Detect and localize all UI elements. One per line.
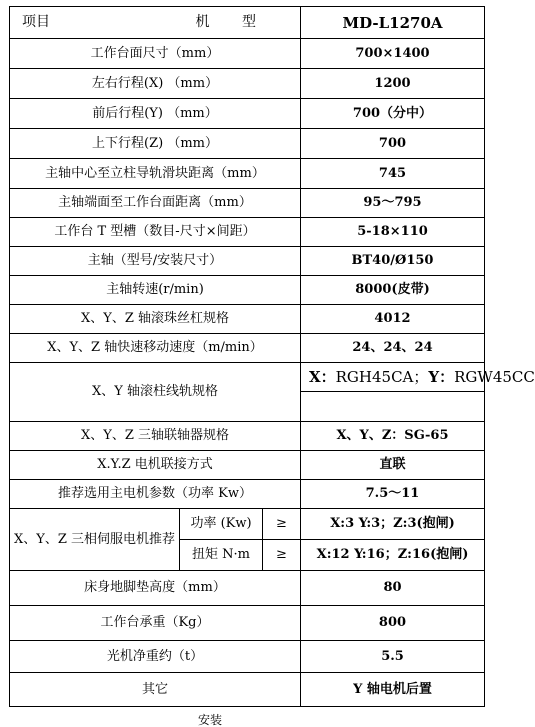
table-row: [10, 69, 485, 99]
next-section-heading: 安装: [198, 713, 223, 727]
row-value: 5-18×110: [301, 218, 485, 247]
row-label: 上下行程(Z) （mm）: [10, 129, 301, 159]
row-value: 1200: [301, 69, 485, 99]
header-row: [10, 7, 485, 39]
servo-power-label: 功率 (Kw): [180, 509, 263, 540]
table-row: [10, 189, 485, 218]
servo-power-row: [10, 509, 485, 540]
row-label: 工作台承重（Kg）: [10, 606, 301, 641]
row-label: 工作台面尺寸（mm）: [10, 39, 301, 69]
table-row: [10, 218, 485, 247]
row-label: 前后行程(Y) （mm）: [10, 99, 301, 129]
linear-guide-value: [301, 363, 535, 392]
table-row: [10, 480, 485, 509]
row-label: 推荐选用主电机参数（功率 Kw）: [10, 480, 301, 509]
y-axis-guide: RGW45CC: [454, 368, 535, 386]
row-value: 80: [301, 571, 485, 606]
table-row: [10, 422, 485, 451]
table-row: [10, 334, 485, 363]
row-value: Y 轴电机后置: [301, 673, 485, 707]
row-value: 95～795: [301, 189, 485, 218]
row-label: 床身地脚垫高度（mm）: [10, 571, 301, 606]
servo-power-sign: ≥: [263, 509, 301, 540]
linear-guide-row: [10, 363, 485, 392]
row-label: 主轴端面至工作台面距离（mm）: [10, 189, 301, 218]
row-label: 工作台 T 型槽（数目-尺寸×间距）: [10, 218, 301, 247]
table-row: [10, 673, 485, 707]
table-row: [10, 305, 485, 334]
row-value: 700×1400: [301, 39, 485, 69]
row-value: 8000(皮带): [301, 276, 485, 305]
servo-torque-sign: ≥: [263, 540, 301, 571]
table-row: [10, 129, 485, 159]
row-label: 左右行程(X) （mm）: [10, 69, 301, 99]
table-row: [10, 571, 485, 606]
row-label: X.Y.Z 电机联接方式: [10, 451, 301, 480]
row-value: 24、24、24: [301, 334, 485, 363]
row-value: 745: [301, 159, 485, 189]
spec-table: [9, 6, 535, 707]
row-value: 700（分中）: [301, 99, 485, 129]
row-label: X、Y、Z 三轴联轴器规格: [10, 422, 301, 451]
row-value: X、Y、Z：SG-65: [301, 422, 485, 451]
x-axis-prefix: X：: [309, 368, 336, 386]
item-label: 项目: [22, 14, 50, 31]
row-label: X、Y 轴滚柱线轨规格: [10, 363, 301, 422]
table-row: [10, 247, 485, 276]
table-row: [10, 276, 485, 305]
table-row: [10, 606, 485, 641]
model-name: MD-L1270A: [301, 7, 485, 39]
row-value: BT40/Ø150: [301, 247, 485, 276]
row-value: 直联: [301, 451, 485, 480]
y-axis-prefix: Y：: [428, 368, 455, 386]
row-label: 光机净重约（t）: [10, 641, 301, 673]
servo-torque-label: 扭矩 N·m: [180, 540, 263, 571]
table-row: [10, 39, 485, 69]
row-label: 主轴（型号/安装尺寸）: [10, 247, 301, 276]
row-label: 其它: [10, 673, 301, 707]
table-row: [10, 451, 485, 480]
header-item-cell: [10, 7, 301, 39]
row-label: X、Y、Z 轴滚珠丝杠规格: [10, 305, 301, 334]
row-value: 800: [301, 606, 485, 641]
servo-label: X、Y、Z 三相伺服电机推荐: [10, 509, 180, 571]
servo-power-value: X:3 Y:3；Z:3(抱闸): [301, 509, 485, 540]
blank-cell: [301, 392, 485, 422]
table-row: [10, 641, 485, 673]
row-value: 4012: [301, 305, 485, 334]
x-axis-guide: RGH45CA；: [335, 368, 429, 386]
table-row: [10, 99, 485, 129]
row-label: X、Y、Z 轴快速移动速度（m/min）: [10, 334, 301, 363]
row-value: 700: [301, 129, 485, 159]
row-label: 主轴转速(r/min): [10, 276, 301, 305]
row-label: 主轴中心至立柱导轨滑块距离（mm）: [10, 159, 301, 189]
row-value: 5.5: [301, 641, 485, 673]
row-value: 7.5～11: [301, 480, 485, 509]
type-label: 机 型: [195, 14, 270, 31]
table-row: [10, 159, 485, 189]
servo-torque-value: X:12 Y:16；Z:16(抱闸): [301, 540, 485, 571]
